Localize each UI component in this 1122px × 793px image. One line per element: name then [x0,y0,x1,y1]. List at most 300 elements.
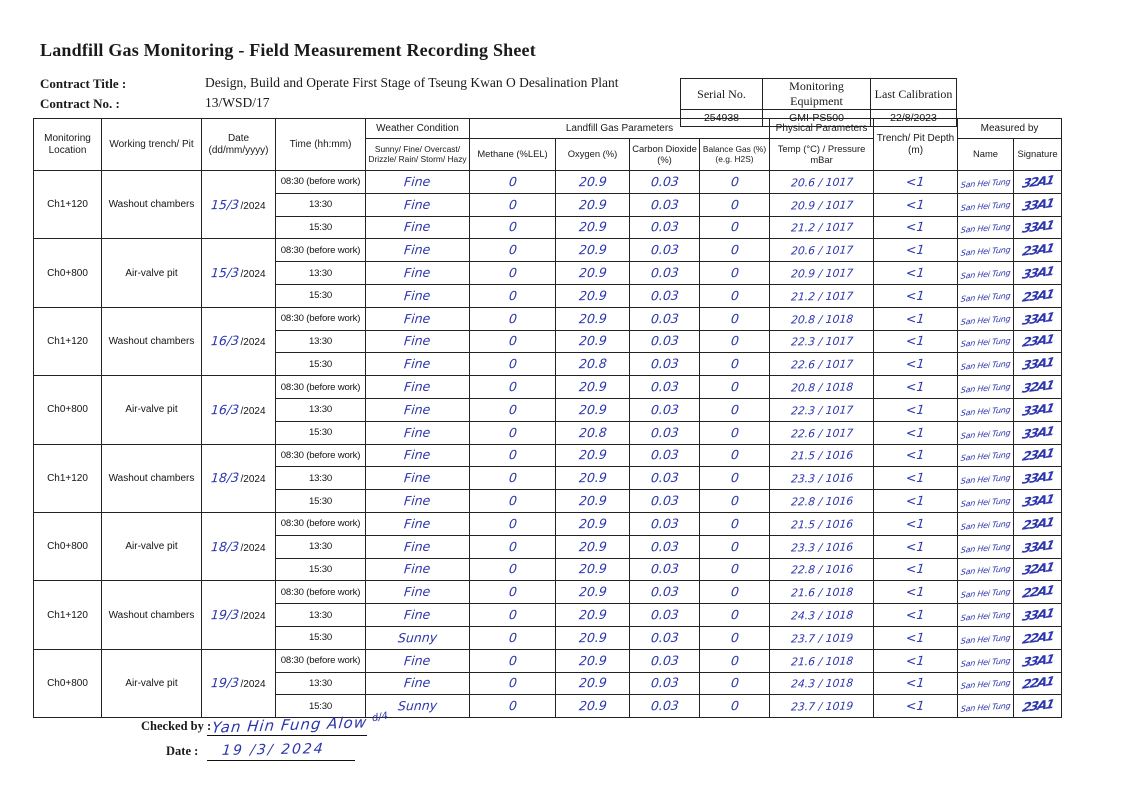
measurement-row [34,307,1062,330]
carbon-dioxide-cell-text: 0.03 [649,492,680,509]
signature-scribble: 33A1 [1020,536,1055,556]
date-handwritten: 19/3 [210,675,241,691]
temp-pressure-cell-text: 21.2 / 1017 [789,289,854,304]
oxygen-cell-text: 20.9 [577,173,608,190]
measured-by-name-cell-text: San Hei Tung [960,245,1011,258]
header-time: Time (hh:mm) [276,119,366,171]
temp-pressure-cell-text: 22.3 / 1017 [789,334,854,350]
header-trench-pit-depth: Trench/ Pit Depth (m) [874,119,958,171]
depth-cell [874,558,958,581]
measurement-row [34,444,1062,467]
signature-cell [1014,284,1062,307]
balance-gas-cell [700,262,770,285]
carbon-dioxide-cell [630,512,700,535]
header-temp-pressure: Temp (°C) / Pressure mBar [770,139,874,171]
depth-cell-text: <1 [905,652,926,668]
measured-by-name-cell-text: San Hei Tung [960,268,1011,281]
methane-cell [470,490,556,513]
working-trench-cell: Air-valve pit [102,239,202,307]
weather-cell [366,467,470,490]
carbon-dioxide-cell-text: 0.03 [649,287,680,304]
temp-pressure-cell [770,581,874,604]
date-cell [202,512,276,580]
signature-cell [1014,558,1062,581]
temp-pressure-cell [770,512,874,535]
temp-pressure-cell-text: 21.5 / 1016 [789,517,854,532]
temp-pressure-cell [770,672,874,695]
depth-cell-text: <1 [905,470,926,486]
depth-cell-text: <1 [905,606,926,623]
temp-pressure-cell-text: 21.6 / 1018 [789,654,854,669]
header-physical-parameters: Physical Parameters [770,119,874,139]
weather-cell-text: Fine [403,196,432,212]
methane-cell [470,398,556,421]
carbon-dioxide-cell-text: 0.03 [649,447,680,463]
temp-pressure-cell [770,330,874,353]
oxygen-cell [556,216,630,239]
serial-no-header: Serial No. [681,79,763,110]
depth-cell-text: <1 [905,629,926,645]
date-cell [202,307,276,375]
signature-cell [1014,353,1062,376]
measurement-row [34,171,1062,194]
temp-pressure-cell-text: 22.8 / 1016 [789,562,854,577]
depth-cell [874,604,958,627]
time-cell: 15:30 [276,626,366,649]
time-cell: 13:30 [276,467,366,490]
carbon-dioxide-cell-text: 0.03 [649,606,680,623]
working-trench-cell: Washout chambers [102,581,202,649]
methane-cell-text: 0 [507,447,518,463]
temp-pressure-cell-text: 24.3 / 1018 [789,608,854,623]
oxygen-cell-text: 20.9 [577,583,608,600]
carbon-dioxide-cell [630,604,700,627]
carbon-dioxide-cell [630,558,700,581]
oxygen-cell-text: 20.9 [577,242,608,258]
contract-title-label: Contract Title : [40,76,127,91]
time-cell: 08:30 (before work) [276,581,366,604]
oxygen-cell [556,171,630,194]
measured-by-name-cell [958,512,1014,535]
contract-no-value: 13/WSD/17 [205,95,270,110]
measured-by-name-cell-text: San Hei Tung [960,541,1011,555]
oxygen-cell [556,467,630,490]
balance-gas-cell [700,444,770,467]
weather-cell [366,558,470,581]
signature-scribble: 33A1 [1020,422,1055,442]
temp-pressure-cell-text: 21.6 / 1018 [789,585,854,600]
oxygen-cell-text: 20.8 [577,424,608,440]
methane-cell-text: 0 [507,606,518,623]
date-cell [202,171,276,239]
monitoring-location-cell: Ch0+800 [34,512,102,580]
measurement-row [34,512,1062,535]
weather-cell-text: Fine [403,606,432,623]
signature-cell [1014,262,1062,285]
measured-by-name-cell [958,262,1014,285]
oxygen-cell-text: 20.9 [577,401,608,418]
signature-cell [1014,490,1062,513]
date-handwritten: 15/3 [210,264,241,281]
temp-pressure-cell-text: 22.8 / 1016 [789,494,854,509]
methane-cell-text: 0 [507,265,518,281]
temp-pressure-cell-text: 22.6 / 1017 [789,357,854,372]
methane-cell-text: 0 [507,629,518,645]
methane-cell-text: 0 [507,333,518,349]
time-cell: 08:30 (before work) [276,444,366,467]
carbon-dioxide-cell-text: 0.03 [649,470,680,486]
time-cell: 15:30 [276,216,366,239]
signature-scribble: 23A1 [1020,286,1055,305]
oxygen-cell-text: 20.9 [577,333,608,349]
weather-cell [366,353,470,376]
balance-gas-cell [700,239,770,262]
methane-cell [470,444,556,467]
oxygen-cell-text: 20.9 [577,447,608,463]
balance-gas-cell-text: 0 [729,675,740,691]
temp-pressure-cell-text: 23.3 / 1016 [789,540,854,555]
date-handwritten: 18/3 [210,538,241,554]
header-weather-condition: Weather Condition [366,119,470,139]
page-title: Landfill Gas Monitoring - Field Measurement Recording Sheet [40,40,536,60]
carbon-dioxide-cell [630,444,700,467]
methane-cell [470,467,556,490]
measured-by-name-cell [958,330,1014,353]
methane-cell [470,239,556,262]
methane-cell [470,512,556,535]
date-cell [202,649,276,717]
carbon-dioxide-cell-text: 0.03 [649,652,680,668]
temp-pressure-cell [770,171,874,194]
signature-cell [1014,649,1062,672]
balance-gas-cell [700,171,770,194]
date-cell [202,444,276,512]
measured-by-name-cell-text: San Hei Tung [960,222,1011,236]
temp-pressure-cell [770,307,874,330]
checked-by-flourish-mark: d/4 [371,710,389,725]
oxygen-cell [556,353,630,376]
depth-cell-text: <1 [905,310,926,326]
balance-gas-cell [700,216,770,239]
balance-gas-cell [700,626,770,649]
carbon-dioxide-cell [630,307,700,330]
temp-pressure-cell [770,490,874,513]
balance-gas-cell-text: 0 [729,698,740,714]
carbon-dioxide-cell [630,284,700,307]
depth-cell [874,490,958,513]
measurement-row [34,376,1062,399]
depth-cell-text: <1 [905,538,926,554]
oxygen-cell [556,398,630,421]
carbon-dioxide-cell [630,171,700,194]
balance-gas-cell-text: 0 [729,265,740,281]
balance-gas-cell [700,353,770,376]
oxygen-cell [556,626,630,649]
time-cell: 15:30 [276,695,366,718]
date-handwritten: 18/3 [210,470,241,486]
balance-gas-cell [700,307,770,330]
methane-cell [470,376,556,399]
time-cell: 13:30 [276,672,366,695]
carbon-dioxide-cell-text: 0.03 [649,196,680,212]
temp-pressure-cell [770,398,874,421]
working-trench-cell: Washout chambers [102,307,202,375]
temp-pressure-cell [770,193,874,216]
weather-cell-text: Sunny [397,697,438,714]
balance-gas-cell-text: 0 [729,515,740,531]
methane-cell-text: 0 [507,401,518,417]
temp-pressure-cell-text: 21.2 / 1017 [789,220,854,236]
balance-gas-cell [700,376,770,399]
date-handwritten: 16/3 [210,333,241,349]
signature-cell [1014,239,1062,262]
signature-cell [1014,398,1062,421]
weather-cell [366,512,470,535]
oxygen-cell [556,376,630,399]
measured-by-name-cell-text: San Hei Tung [960,382,1011,395]
signature-cell [1014,535,1062,558]
time-cell: 13:30 [276,535,366,558]
balance-gas-cell [700,421,770,444]
measured-by-name-cell [958,604,1014,627]
methane-cell-text: 0 [507,378,518,395]
working-trench-cell: Air-valve pit [102,649,202,717]
measured-by-name-cell-text: San Hei Tung [960,427,1011,441]
depth-cell [874,376,958,399]
header-measured-by: Measured by [958,119,1062,139]
measured-by-name-cell-text: San Hei Tung [960,678,1011,692]
date-year-printed: /2024 [240,542,266,554]
weather-cell-text: Fine [403,219,432,235]
oxygen-cell-text: 20.9 [577,219,608,235]
signature-cell [1014,376,1062,399]
weather-cell [366,262,470,285]
oxygen-cell-text: 20.9 [577,652,608,668]
temp-pressure-cell-text: 20.6 / 1017 [789,243,854,258]
depth-cell-text: <1 [905,356,926,372]
measurement-table [33,118,1062,718]
signature-scribble: 23A1 [1020,240,1055,260]
last-calibration-value: 22/8/2023 [871,110,957,127]
weather-cell [366,421,470,444]
oxygen-cell [556,604,630,627]
serial-no-value: 254938 [681,110,763,127]
monitoring-location-cell: Ch0+800 [34,239,102,307]
signature-scribble: 33A1 [1020,217,1055,237]
time-cell: 08:30 (before work) [276,307,366,330]
header-weather-options: Sunny/ Fine/ Overcast/ Drizzle/ Rain/ Storm/ Hazy [366,139,470,171]
depth-cell [874,262,958,285]
methane-cell [470,353,556,376]
signature-scribble: 22A1 [1020,628,1055,647]
temp-pressure-cell [770,239,874,262]
methane-cell-text: 0 [507,219,518,235]
temp-pressure-cell-text: 23.7 / 1019 [789,699,854,714]
signature-cell [1014,672,1062,695]
carbon-dioxide-cell-text: 0.03 [649,242,680,258]
signature-cell [1014,626,1062,649]
balance-gas-cell [700,604,770,627]
balance-gas-cell-text: 0 [729,219,740,235]
oxygen-cell [556,193,630,216]
weather-cell [366,604,470,627]
header-landfill-gas-parameters: Landfill Gas Parameters [470,119,770,139]
methane-cell-text: 0 [507,492,518,509]
temp-pressure-cell-text: 20.8 / 1018 [789,312,854,327]
measured-by-name-cell [958,467,1014,490]
measured-by-name-cell [958,626,1014,649]
depth-cell-text: <1 [905,401,926,418]
measured-by-name-cell-text: San Hei Tung [960,496,1011,509]
methane-cell-text: 0 [507,470,518,486]
date-year-printed: /2024 [240,337,266,349]
measured-by-name-cell [958,353,1014,376]
date-handwritten: 15/3 [210,196,241,212]
weather-cell-text: Fine [403,447,432,463]
balance-gas-cell-text: 0 [729,538,740,554]
date-cell [202,581,276,649]
weather-cell-text: Fine [403,356,432,372]
header-monitoring-location: Monitoring Location [34,119,102,171]
date-cell [202,376,276,444]
date-year-printed: /2024 [240,200,266,212]
oxygen-cell-text: 20.9 [577,561,608,577]
measured-by-name-cell-text: San Hei Tung [960,655,1011,669]
signature-scribble: 33A1 [1020,400,1055,419]
balance-gas-cell-text: 0 [729,492,740,509]
header-date: Date (dd/mm/yyyy) [202,119,276,171]
weather-cell [366,376,470,399]
oxygen-cell-text: 20.9 [577,697,608,714]
signature-scribble: 23A1 [1020,514,1055,533]
oxygen-cell [556,535,630,558]
carbon-dioxide-cell-text: 0.03 [649,333,680,349]
depth-cell [874,284,958,307]
measured-by-name-cell [958,284,1014,307]
depth-cell-text: <1 [905,242,926,258]
carbon-dioxide-cell-text: 0.03 [649,697,680,714]
time-cell: 13:30 [276,604,366,627]
time-cell: 13:30 [276,398,366,421]
monitoring-location-cell: Ch1+120 [34,581,102,649]
depth-cell-text: <1 [905,447,926,463]
temp-pressure-cell-text: 24.3 / 1018 [789,676,854,691]
methane-cell [470,672,556,695]
depth-cell-text: <1 [905,492,926,509]
methane-cell [470,421,556,444]
balance-gas-cell [700,558,770,581]
depth-cell-text: <1 [905,173,926,190]
oxygen-cell-text: 20.8 [577,356,608,372]
signature-cell [1014,512,1062,535]
measurement-row [34,649,1062,672]
carbon-dioxide-cell-text: 0.03 [649,583,680,600]
carbon-dioxide-cell-text: 0.03 [649,561,680,577]
depth-cell [874,672,958,695]
date-label: Date : [166,744,199,758]
depth-cell-text: <1 [905,675,926,691]
signature-cell [1014,444,1062,467]
temp-pressure-cell [770,353,874,376]
measured-by-name-cell-text: San Hei Tung [960,359,1011,372]
carbon-dioxide-cell [630,672,700,695]
signature-scribble: 33A1 [1020,468,1055,488]
working-trench-cell: Washout chambers [102,171,202,239]
header-balance-gas: Balance Gas (%) (e.g. H2S) [700,139,770,171]
time-cell: 08:30 (before work) [276,171,366,194]
signature-scribble: 32A1 [1020,172,1055,191]
depth-cell [874,193,958,216]
weather-cell-text: Fine [403,538,432,554]
depth-cell-text: <1 [905,264,926,281]
oxygen-cell [556,695,630,718]
date-cell [202,239,276,307]
methane-cell [470,216,556,239]
methane-cell [470,626,556,649]
temp-pressure-cell-text: 20.9 / 1017 [789,198,854,213]
carbon-dioxide-cell-text: 0.03 [649,424,680,440]
depth-cell-text: <1 [905,584,926,600]
temp-pressure-cell [770,467,874,490]
measured-by-name-cell-text: San Hei Tung [960,519,1011,532]
carbon-dioxide-cell-text: 0.03 [649,173,680,190]
methane-cell [470,171,556,194]
date-year-printed: /2024 [240,405,266,417]
signature-scribble: 33A1 [1020,194,1055,214]
signature-cell [1014,330,1062,353]
measured-by-name-cell-text: San Hei Tung [960,177,1011,190]
time-cell: 13:30 [276,330,366,353]
methane-cell [470,581,556,604]
balance-gas-cell-text: 0 [729,333,740,349]
depth-cell-text: <1 [905,378,926,395]
balance-gas-cell-text: 0 [729,196,740,212]
measured-by-name-cell-text: San Hei Tung [960,587,1011,600]
depth-cell [874,171,958,194]
temp-pressure-cell [770,604,874,627]
weather-cell [366,581,470,604]
measured-by-name-cell [958,490,1014,513]
depth-cell-text: <1 [905,219,926,235]
signature-cell [1014,421,1062,444]
signature-scribble: 33A1 [1020,650,1055,670]
balance-gas-cell [700,649,770,672]
depth-cell [874,330,958,353]
checked-by-signature: Yan Hin Fung Alow [211,713,369,737]
oxygen-cell [556,239,630,262]
methane-cell-text: 0 [507,287,518,303]
date-year-printed: /2024 [240,474,266,486]
carbon-dioxide-cell-text: 0.03 [649,219,680,235]
balance-gas-cell-text: 0 [729,470,740,486]
oxygen-cell-text: 20.9 [577,287,608,304]
carbon-dioxide-cell-text: 0.03 [649,401,680,418]
oxygen-cell [556,558,630,581]
temp-pressure-cell [770,421,874,444]
methane-cell [470,193,556,216]
methane-cell-text: 0 [507,652,518,668]
depth-cell-text: <1 [905,333,926,349]
temp-pressure-cell [770,626,874,649]
balance-gas-cell-text: 0 [729,561,740,577]
weather-cell-text: Fine [403,401,432,418]
contract-title-value: Design, Build and Operate First Stage of Tseung Kwan O Desalination Plant [205,75,619,90]
date-year-printed: /2024 [240,611,266,623]
monitoring-location-cell: Ch1+120 [34,444,102,512]
signature-scribble: 23A1 [1020,445,1055,465]
balance-gas-cell-text: 0 [729,378,740,395]
time-cell: 08:30 (before work) [276,376,366,399]
